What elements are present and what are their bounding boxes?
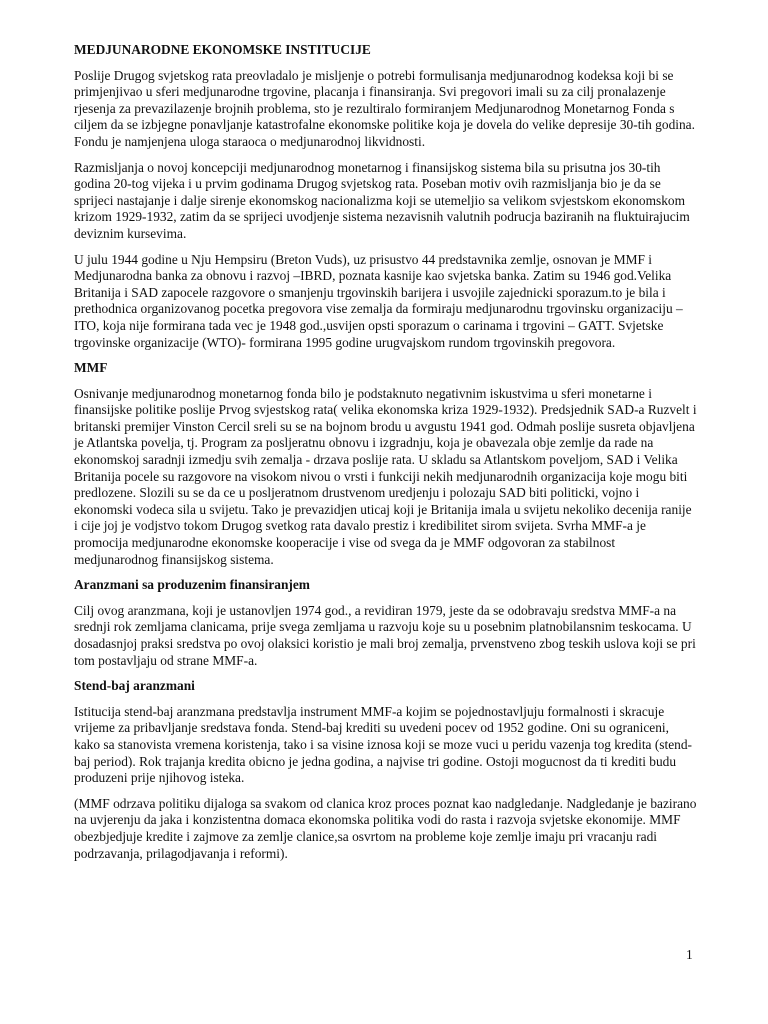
stendbaj-paragraph-1: Istitucija stend-baj aranzmana predstavlja instrument MMF-a kojim se pojednostavljuju formalnosti i skracuje vrijeme za pribavljanje sredstava fonda. Stend-baj krediti su uvedeni pocev od 1952 godine. Oni su ograniceni, kako sa stanovista vremena koristenja, tako i sa visine iznosa koji se moze vuci u peridu vazenja tog kredita (stend-baj period). Rok trajanja kredita obicno je jedna godina, a najvise tri godine. Ostoji mogucnost da ti krediti budu produzeni prije njihovog isteka. xyxy=(74,703,693,786)
section-heading-mmf: MMF xyxy=(74,360,108,376)
page-title: MEDJUNARODNE EKONOMSKE INSTITUCIJE xyxy=(74,42,371,57)
section-heading-aranzmani: Aranzmani sa produzenim finansiranjem xyxy=(74,577,310,593)
intro-paragraph-2: Razmisljanja o novoj koncepciji medjunarodnog monetarnog i finansijskog sistema bila su prisutna jos 30-tih godina 20-tog vijeka i u prvim godinama Drugog svjetskog rata. Poseban motiv ovih razmisljanja bio je da se sprijeci nastajanje i dalje sirenje ekonomskog nacionalizma koji se utemeljio sa velikom svjestskom ekonomskom krizom 1929-1932, zatim da se sprijeci uvodjenje sistema nezavisnih valutnih podrucja baziranih na fluktuirajucim deviznim kursevima. xyxy=(74,159,690,241)
section-heading-stendbaj: Stend-baj aranzmani xyxy=(74,678,195,694)
intro-paragraph-3: U julu 1944 godine u Nju Hempsiru (Breton Vuds), uz prisustvo 44 predstavnika zemlje, osnovan je MMF i Medjunarodna banka za obnovu i razvoj –IBRD, poznata kasnije kao svjetska banka. Zatim su 1946 god.Velika Britanija i SAD zapocele razgovore o smanjenju trgovinskih barijera i usvojile zajednicki sporazum.to je bila i prethodnica organizovanog pocetka pregovora vise zemalja da formiraju medjunarodnu trgovinsku organizaciju – ITO, koja nije formirana tada vec je 1948 god.,usvijen opsti sporazum o carinama i trgovini – GATT. Svjetske trgovinske organizacije (WTO)- formirana 1995 godine urugvajskom rundom trgovinskih pregovora. xyxy=(74,251,683,350)
document-page xyxy=(74,42,698,871)
stendbaj-paragraph-2: (MMF odrzava politiku dijaloga sa svakom od clanica kroz proces poznat kao nadgledanje. Nadgledanje je bazirano na uvjerenju da jaka i konzistentna domaca ekonomska politika vodi do rasta i razvoja svjetske ekonomije. MMF obezbjedjuje kredite i zajmove za zemlje clanice,sa osvrtom na probleme koje zemlje imaju pri vracanju radi podrzavanja, prilagodjavanja i reformi). xyxy=(74,795,697,861)
mmf-paragraph: Osnivanje medjunarodnog monetarnog fonda bilo je podstaknuto negativnim iskustvima u sferi monetarne i finansijske politike poslije Prvog svjestskog rata( velika ekonomska kriza 1929-1932). Predsjednik SAD-a Ruzvelt i britanski premijer Vinston Cercil sreli su se na bojnom brodu u avgustu 1941 god. Odmah poslije susreta objavljena je Atlantska povelja, tj. Program za posljeratnu obnovu i izgradnju, koja je obavezala obje zemlje da rade na ekonomskoj saradnji izmedju svih zemalja - drzava poslije rata. U skladu sa Atlantskom poveljom, SAD i Velika Britanija pocele su razgovore na visokom nivou o vrsti i funkciji nekih medjunarodnih organizacija koje mogu biti predlozene. Slozili su se da ce u posljeratnom drustvenom uredjenju i polozaju SAD biti politicki, vojno i ekonomski vodeca sila u svijetu. Tako je prevazidjen uticaj koji je Britanija imala u svijetu nekoliko decenija ranije i cije joj je vodjstvo tokom Drugog svetkog rata davalo prestiz i kredibilitet sirom svijeta. Svrha MMF-a je promocija medjunarodne ekonomske kooperacije i vise od svega da je MMF odgovoran za stabilnost medjunarodnog finansijskog sistema. xyxy=(74,385,697,567)
aranzmani-paragraph: Cilj ovog aranzmana, koji je ustanovljen 1974 god., a revidiran 1979, jeste da se odobravaju sredstva MMF-a na srednji rok zemljama clanicama, prije svega zemljama u razvoju koje su u posebnim platnobilansnim teskocama. U dosadasnjoj praksi sredstva po ovoj olaksici koristio je mali broj zemalja, prvenstveno zbog teskih uslova koji se pri tom postavljaju od strane MMF-a. xyxy=(74,602,696,668)
page-number: 1 xyxy=(686,947,693,962)
intro-paragraph-1: Poslije Drugog svjetskog rata preovladalo je misljenje o potrebi formulisanja medjunarodnog kodeksa koji bi se primjenjivao u sferi medjunarodne trgovine, placanja i finansiranja. Svi pregovori imali su za cilj pronalazenje rjesenja za prevazilazenje brojnih problema, sto je rezultiralo formiranjem Medjunarodnog Monetarnog Fonda s ciljem da se izbjegne ponavljanje katastrofalne ekonomske politike koja je dovela do velike depresije 30-tih godina. Fondu je namjenjena uloga staraoca o medjunarodnoj likvidnosti. xyxy=(74,67,695,149)
